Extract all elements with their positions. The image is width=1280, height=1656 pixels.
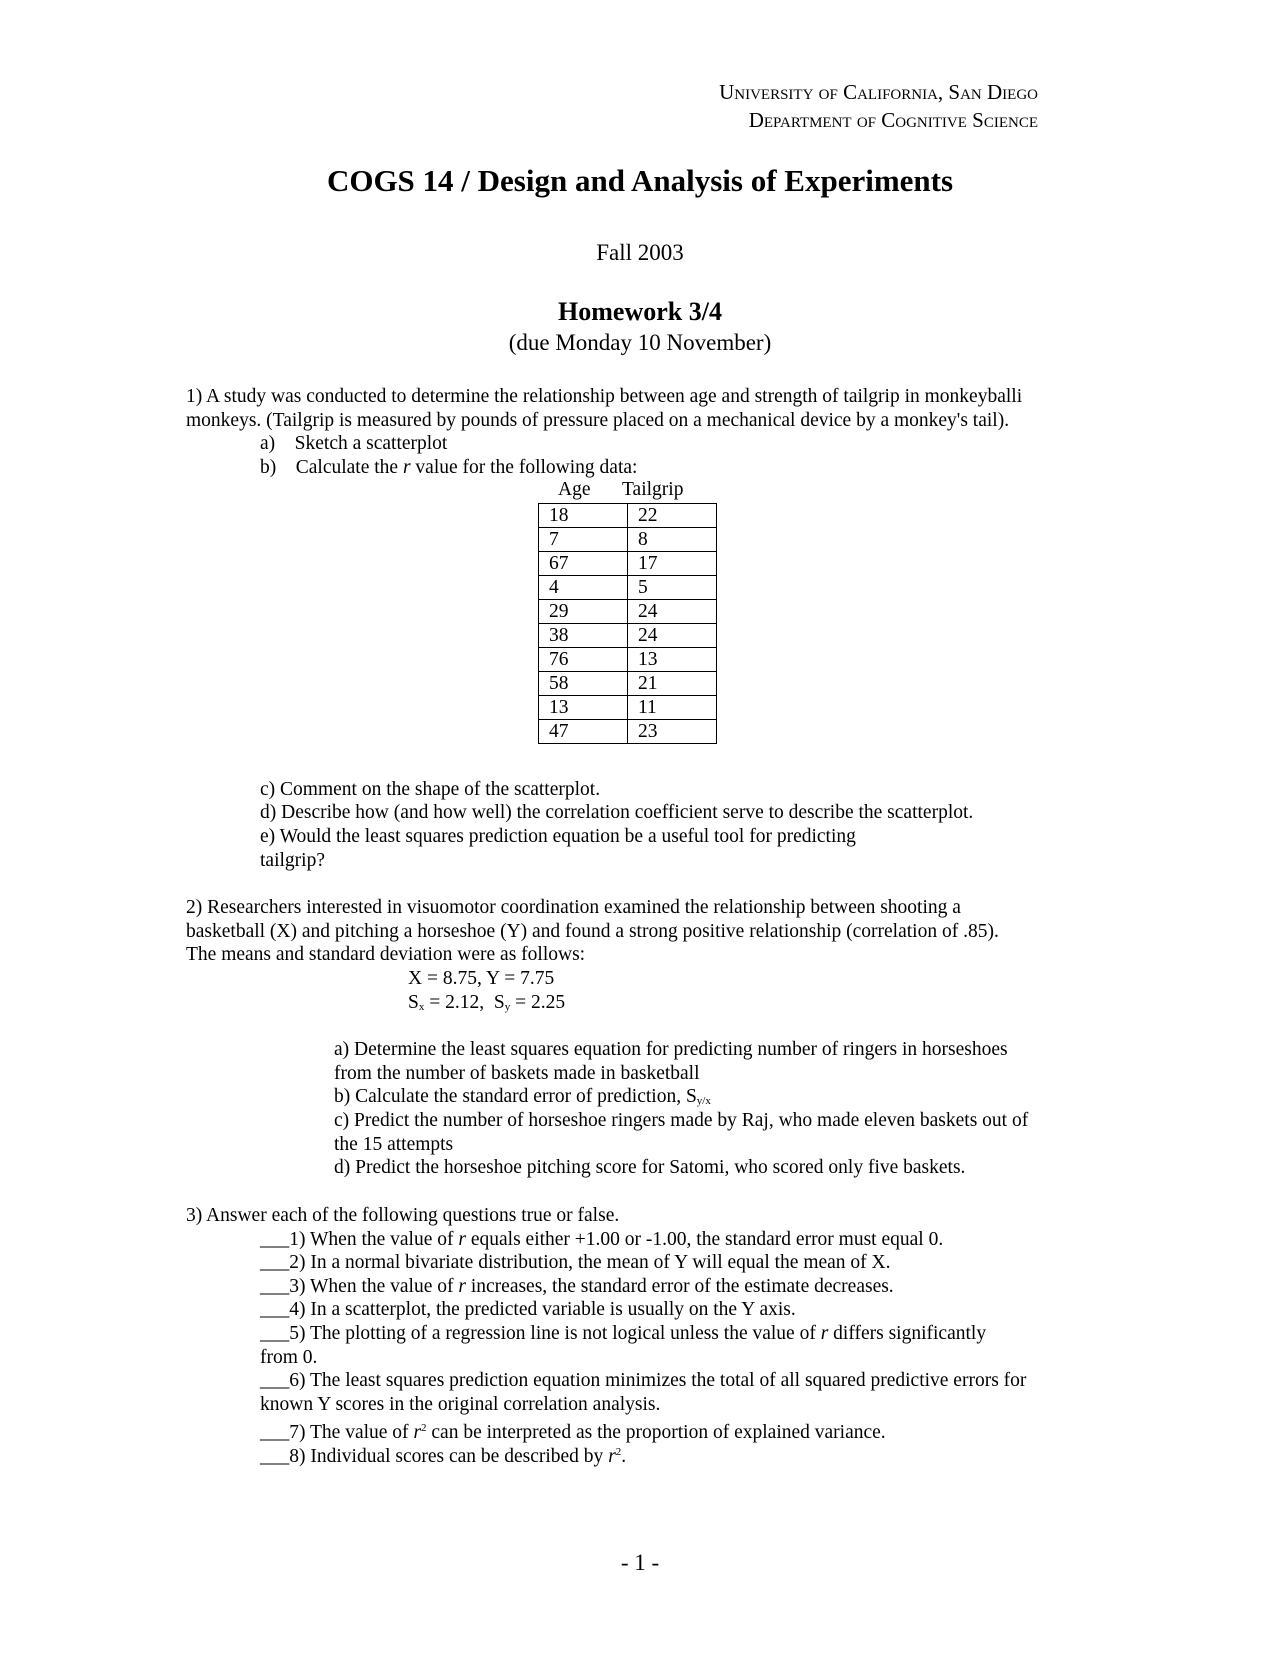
q1-part-c: c) Comment on the shape of the scatterplot. — [260, 779, 601, 800]
q2-part-b-subscript: y/x — [696, 1095, 711, 1107]
cell-tailgrip: 24 — [628, 624, 717, 648]
sy-subscript: y — [504, 1001, 511, 1013]
department-name: Department of Cognitive Science — [748, 108, 1038, 132]
q1-part-b-r: r — [402, 457, 411, 478]
sy-label: S — [493, 992, 505, 1013]
cell-age: 58 — [539, 672, 628, 696]
q3-item-4 — [260, 1298, 796, 1322]
q1-part-b-pre: b) Calculate the — [260, 457, 403, 478]
homework-title: Homework 3/4 — [558, 297, 722, 326]
cell-age: 7 — [539, 528, 628, 552]
q1-text-line1: 1) A study was conducted to determine the relationship between age and strength of tailgrip in monkeyballi — [186, 386, 1023, 407]
course-title: COGS 14 / Design and Analysis of Experiments — [326, 163, 954, 198]
item-superscript: 2 — [615, 1446, 622, 1458]
university-name: University of California, San Diego — [719, 80, 1038, 104]
q3-item-2 — [260, 1251, 891, 1275]
cell-tailgrip: 23 — [628, 720, 717, 744]
q1-part-a: a) Sketch a scatterplot — [260, 433, 448, 454]
q3-item-6-cont: known Y scores in the original correlation analysis. — [260, 1394, 661, 1415]
sy-value: = 2.25 — [510, 992, 566, 1013]
cell-age: 67 — [539, 552, 628, 576]
answer-blank[interactable]: ___ — [260, 1276, 290, 1297]
cell-age: 4 — [539, 576, 628, 600]
answer-blank[interactable]: ___ — [260, 1299, 290, 1320]
q3-item-3 — [260, 1275, 894, 1299]
cell-age: 76 — [539, 648, 628, 672]
table-header-age: Age — [558, 479, 591, 500]
item-text: equals either +1.00 or -1.00, the standard error must equal 0. — [465, 1229, 944, 1250]
item-r: r — [458, 1276, 466, 1297]
q3-item-8 — [260, 1440, 626, 1469]
q2-part-c-line1: c) Predict the number of horseshoe ringers made by Raj, who made eleven baskets out of — [334, 1110, 1029, 1131]
item-r: r — [458, 1229, 466, 1250]
q2-part-c-line2: the 15 attempts — [334, 1134, 454, 1155]
term: Fall 2003 — [596, 240, 684, 265]
q2-std-devs — [408, 991, 565, 1019]
item-text: 4) In a scatterplot, the predicted variable is usually on the Y axis. — [289, 1299, 796, 1320]
table-row — [539, 504, 717, 528]
item-text: . — [621, 1446, 627, 1467]
cell-age: 29 — [539, 600, 628, 624]
table-row — [539, 624, 717, 648]
cell-tailgrip: 21 — [628, 672, 717, 696]
answer-blank[interactable]: ___ — [260, 1323, 290, 1344]
cell-tailgrip: 13 — [628, 648, 717, 672]
cell-tailgrip: 17 — [628, 552, 717, 576]
q3-item-5 — [260, 1322, 986, 1346]
q2-part-d: d) Predict the horseshoe pitching score for Satomi, who scored only five baskets. — [334, 1157, 966, 1178]
cell-age: 13 — [539, 696, 628, 720]
sx-value: = 2.12, — [424, 992, 494, 1013]
item-text: 1) When the value of — [289, 1229, 459, 1250]
item-r: r — [820, 1323, 829, 1344]
q3-item-1 — [260, 1228, 943, 1252]
institution-header — [719, 78, 1038, 134]
q1-part-b — [260, 456, 637, 480]
item-r: r — [608, 1446, 616, 1467]
q3-item-5-cont: from 0. — [260, 1347, 318, 1368]
q2-part-b-text: b) Calculate the standard error of prediction, S — [334, 1086, 697, 1107]
table-row — [539, 528, 717, 552]
answer-blank[interactable]: ___ — [260, 1229, 290, 1250]
cell-tailgrip: 22 — [628, 504, 717, 528]
q2-text-line2: basketball (X) and pitching a horseshoe (Y) and found a strong positive relationship (correlation of .85). — [186, 921, 999, 942]
item-text: 6) The least squares prediction equation minimizes the total of all squared predictive errors for — [289, 1370, 1027, 1391]
table-row — [539, 648, 717, 672]
cell-tailgrip: 5 — [628, 576, 717, 600]
answer-blank[interactable]: ___ — [260, 1252, 290, 1273]
item-text: increases, the standard error of the estimate decreases. — [465, 1276, 894, 1297]
table-row — [539, 576, 717, 600]
table-row — [539, 696, 717, 720]
table-row — [539, 600, 717, 624]
item-superscript: 2 — [421, 1422, 427, 1434]
item-r: r — [413, 1422, 422, 1443]
table-row — [539, 672, 717, 696]
cell-age: 38 — [539, 624, 628, 648]
answer-blank[interactable]: ___ — [260, 1370, 290, 1391]
item-text: 5) The plotting of a regression line is not logical unless the value of — [289, 1323, 821, 1344]
q2-text-line1: 2) Researchers interested in visuomotor coordination examined the relationship between shooting a — [186, 897, 961, 918]
answer-blank[interactable]: ___ — [260, 1422, 290, 1443]
q2-text-line3: The means and standard deviation were as follows: — [186, 944, 586, 965]
cell-tailgrip: 8 — [628, 528, 717, 552]
cell-tailgrip: 24 — [628, 600, 717, 624]
q2-part-a-line1: a) Determine the least squares equation for predicting number of ringers in horseshoes — [334, 1039, 1008, 1060]
item-text: 3) When the value of — [289, 1276, 459, 1297]
answer-blank[interactable]: ___ — [260, 1446, 290, 1467]
q1-text-line2: monkeys. (Tailgrip is measured by pounds of pressure placed on a mechanical device by a monkey's tail). — [186, 410, 1010, 431]
item-text: differs significantly — [828, 1323, 987, 1344]
cell-age: 18 — [539, 504, 628, 528]
table-header-tailgrip: Tailgrip — [622, 479, 684, 500]
q3-item-6 — [260, 1369, 1026, 1393]
table-row — [539, 552, 717, 576]
q1-part-e-line1: e) Would the least squares prediction equation be a useful tool for predicting — [260, 826, 856, 847]
data-table — [538, 503, 717, 744]
table-row — [539, 720, 717, 744]
page-number: - 1 - — [620, 1550, 660, 1575]
q1-part-b-post: value for the following data: — [410, 457, 638, 478]
sx-subscript: x — [418, 1001, 425, 1013]
sx-label: S — [408, 992, 419, 1013]
item-text: 2) In a normal bivariate distribution, the mean of Y will equal the mean of X. — [289, 1252, 891, 1273]
q3-intro: 3) Answer each of the following questions true or false. — [186, 1205, 620, 1226]
q2-means: X = 8.75, Y = 7.75 — [408, 968, 555, 989]
item-text: can be interpreted as the proportion of explained variance. — [426, 1422, 886, 1443]
q1-part-d: d) Describe how (and how well) the correlation coefficient serve to describe the scatterplot. — [260, 802, 974, 823]
item-text: 7) The value of — [289, 1422, 414, 1443]
due-date: (due Monday 10 November) — [508, 330, 772, 355]
item-text: 8) Individual scores can be described by — [289, 1446, 609, 1467]
cell-tailgrip: 11 — [628, 696, 717, 720]
cell-age: 47 — [539, 720, 628, 744]
q2-part-a-line2: from the number of baskets made in basketball — [334, 1063, 700, 1084]
q1-part-e-line2: tailgrip? — [260, 850, 325, 871]
